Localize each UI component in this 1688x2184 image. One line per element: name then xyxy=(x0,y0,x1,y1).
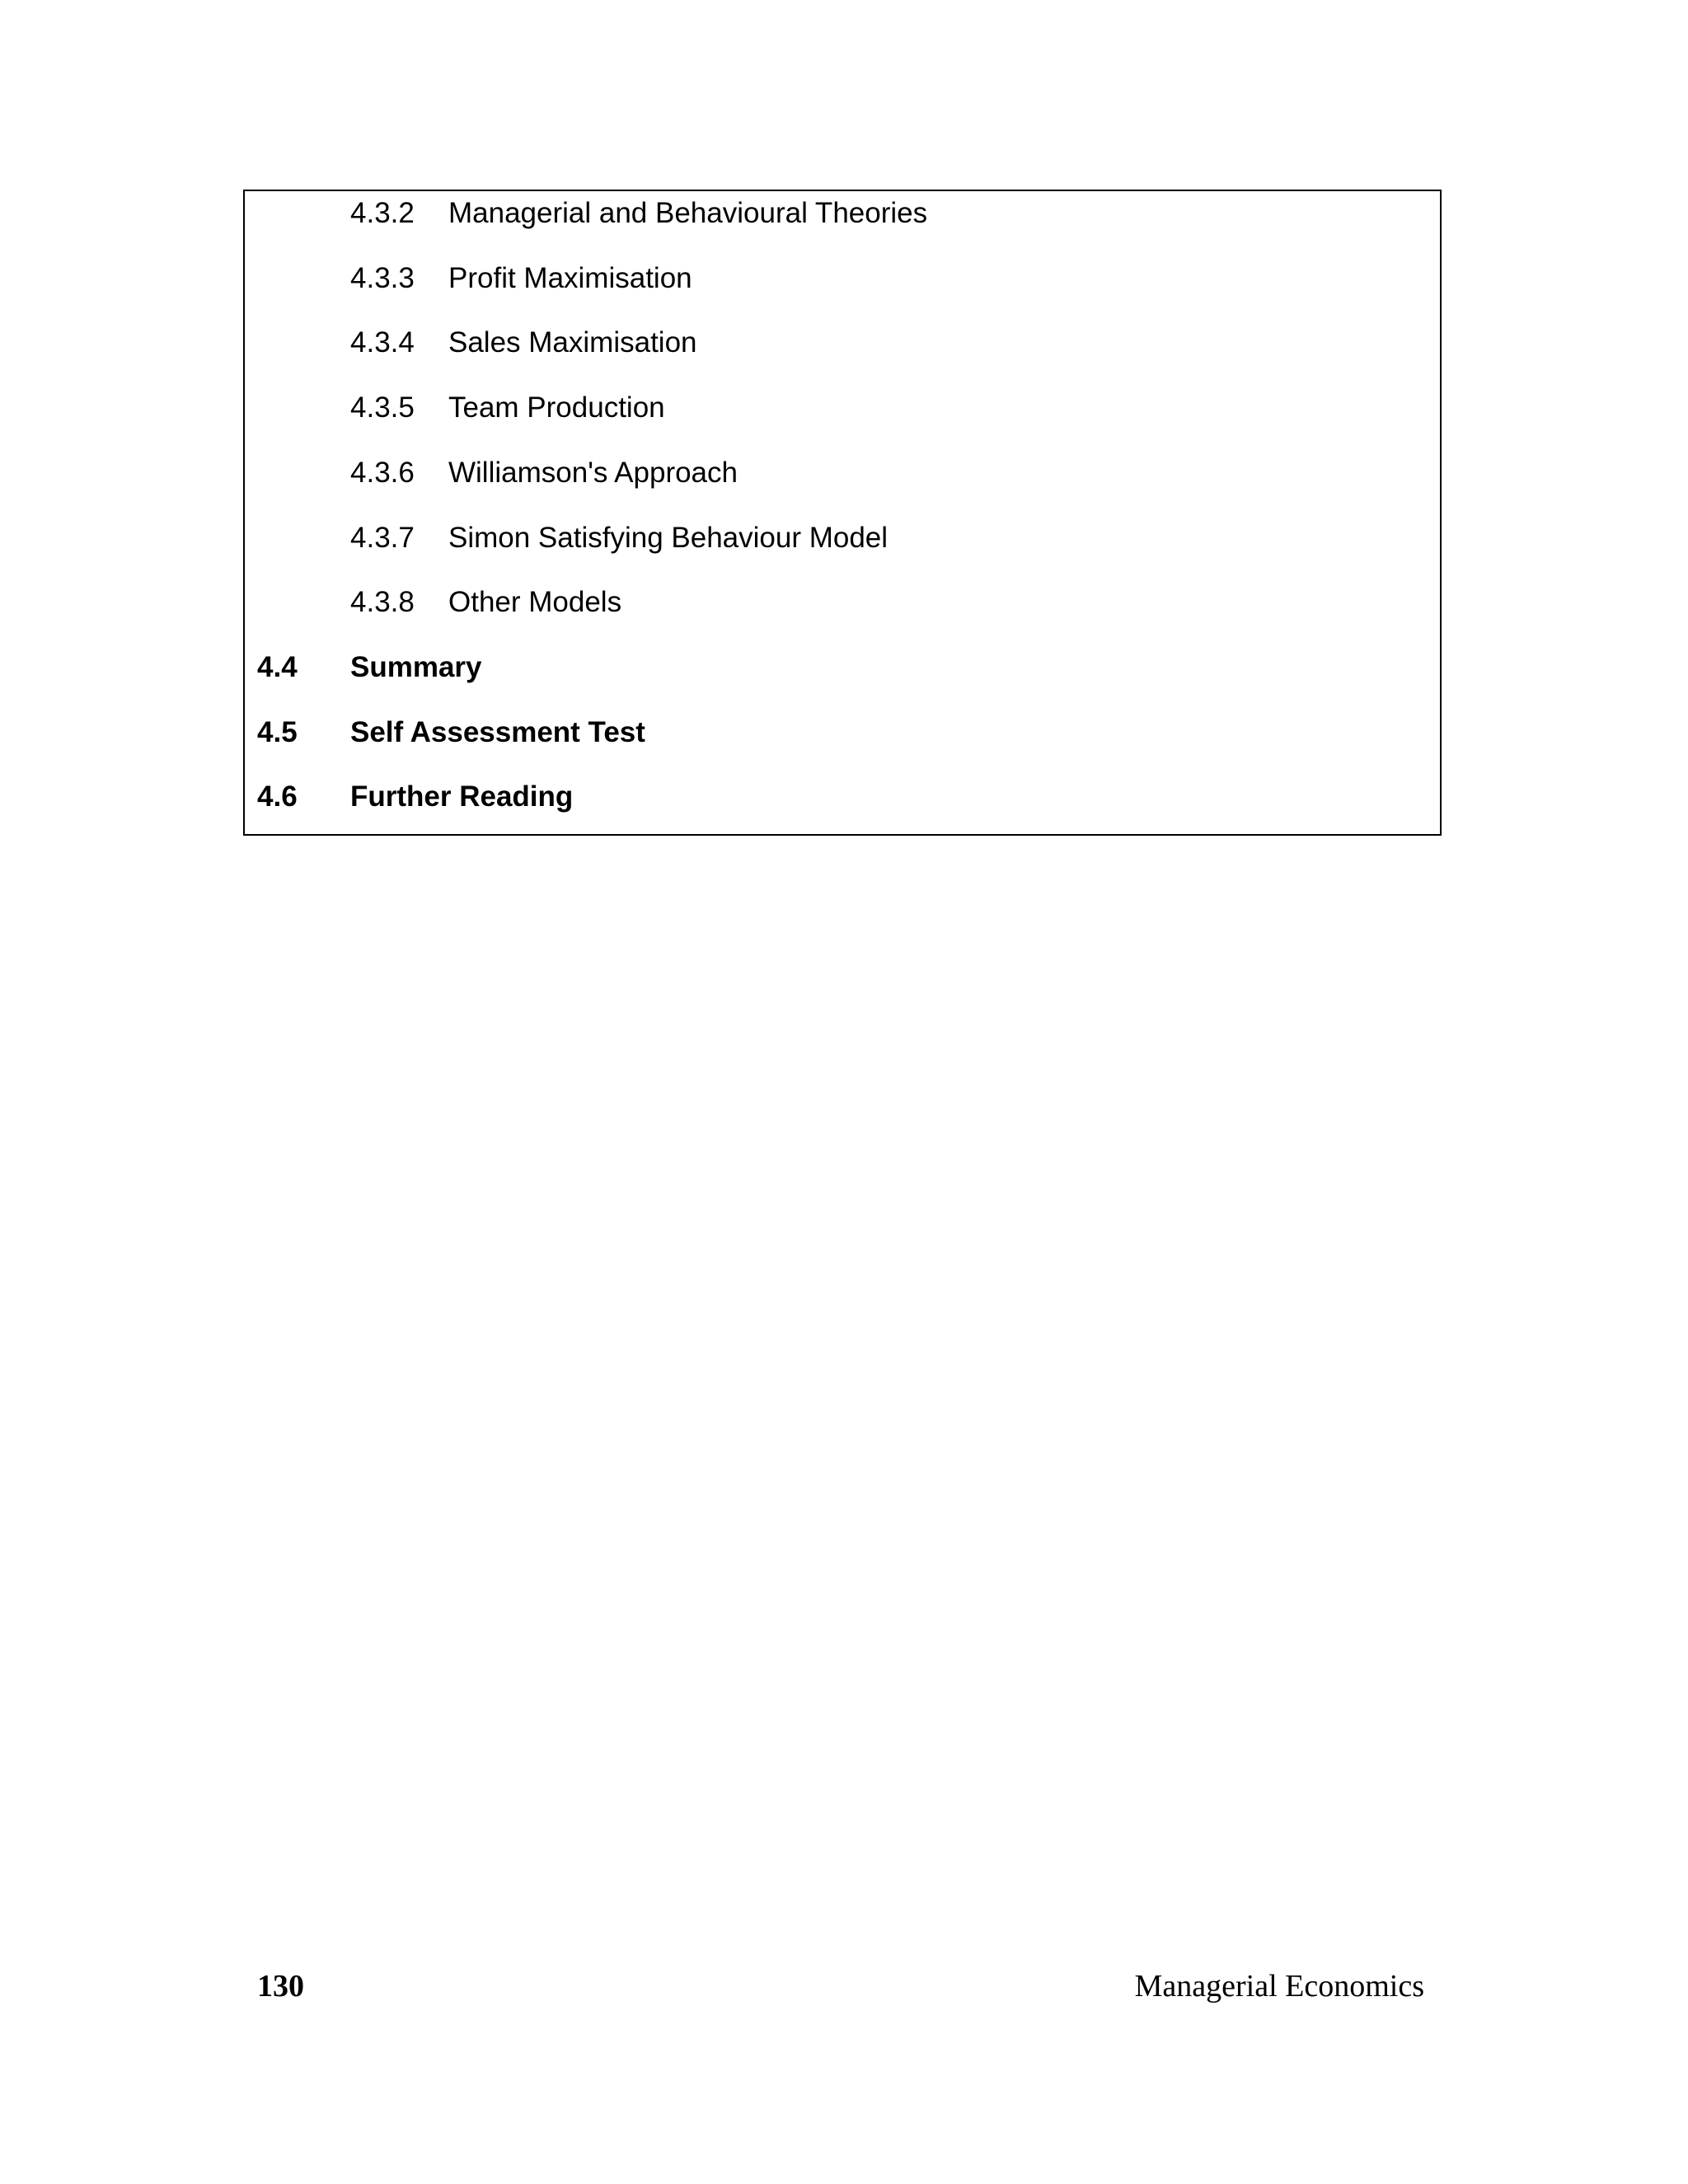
toc-entry-title: Simon Satisfying Behaviour Model xyxy=(448,522,889,554)
page-number: 130 xyxy=(257,1969,304,2004)
toc-entry-title: Profit Maximisation xyxy=(448,262,692,294)
toc-entry-number: 4.3.5 xyxy=(350,391,415,424)
toc-entry-number: 4.6 xyxy=(257,780,298,813)
toc-entry-title: Self Assessment Test xyxy=(350,716,645,748)
toc-entry-number: 4.3.7 xyxy=(350,522,415,554)
toc-entry-title: Further Reading xyxy=(350,780,574,813)
toc-entry-number: 4.4 xyxy=(257,651,298,683)
toc-entry-title: Other Models xyxy=(448,586,622,618)
toc-entry-number: 4.3.6 xyxy=(350,457,415,489)
toc-entry-title: Williamson's Approach xyxy=(448,457,738,489)
table-of-contents-box xyxy=(243,190,1442,836)
running-footer-title: Managerial Economics xyxy=(1134,1969,1424,2004)
toc-entry-number: 4.3.2 xyxy=(350,197,415,229)
toc-entry-number: 4.3.8 xyxy=(350,586,415,618)
toc-entry-number: 4.5 xyxy=(257,716,298,748)
toc-entry-number: 4.3.3 xyxy=(350,262,415,294)
toc-entry-title: Sales Maximisation xyxy=(448,326,697,359)
toc-entry-title: Team Production xyxy=(448,391,665,424)
toc-entry-title: Managerial and Behavioural Theories xyxy=(448,197,928,229)
toc-entry-number: 4.3.4 xyxy=(350,326,415,359)
toc-entry-title: Summary xyxy=(350,651,482,683)
